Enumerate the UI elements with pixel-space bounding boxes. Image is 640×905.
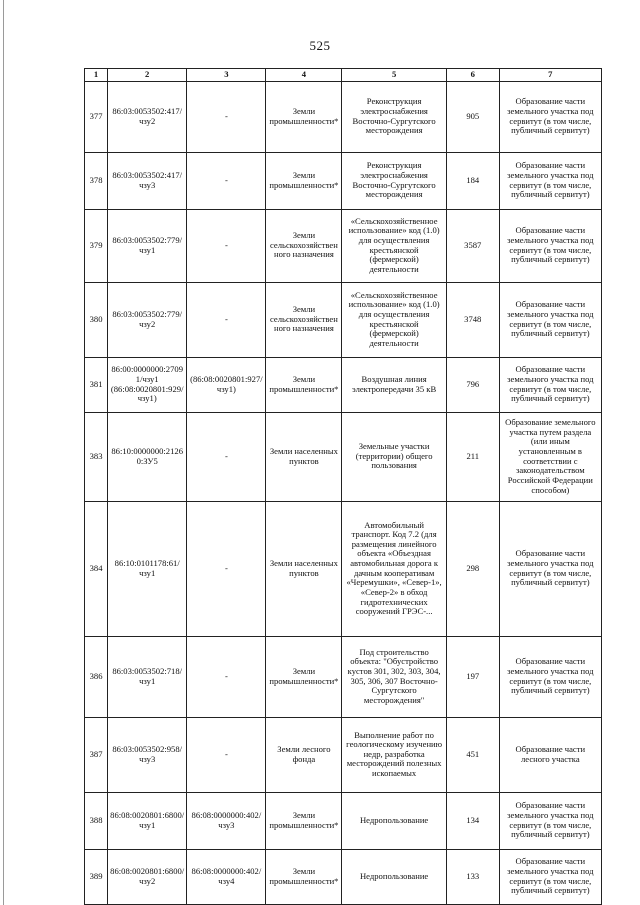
- table-row: [85, 501, 602, 636]
- land-category-cell: Земли населенных пунктов: [266, 501, 342, 636]
- permitted-use-cell: Реконструкция электроснабжения Восточно-Сургутского месторождения: [342, 152, 447, 209]
- permitted-use-cell: Выполнение работ по геологическому изучению недр, разработка месторождений полезных ископаемых: [342, 717, 447, 792]
- table-row: [85, 357, 602, 412]
- reference-number-cell: -: [187, 636, 266, 717]
- land-category-cell: Земли населенных пунктов: [266, 412, 342, 501]
- area-cell: 796: [446, 357, 499, 412]
- land-plots-table: [84, 68, 602, 905]
- cadastral-number-cell: 86:08:0020801:6800/чзу2: [108, 849, 187, 904]
- reference-number-cell: (86:08:0020801:927/чзу1): [187, 357, 266, 412]
- purpose-cell: Образование части лесного участка: [499, 717, 601, 792]
- reference-number-cell: 86:08:0000000:402/чзу4: [187, 849, 266, 904]
- purpose-cell: Образование части земельного участка под сервитут (в том числе, публичный сервитут): [499, 849, 601, 904]
- area-cell: 451: [446, 717, 499, 792]
- purpose-cell: Образование части земельного участка под сервитут (в том числе, публичный сервитут): [499, 282, 601, 357]
- cadastral-number-cell: 86:03:0053502:417/чзу2: [108, 81, 187, 152]
- reference-number-cell: -: [187, 501, 266, 636]
- table-row: [85, 412, 602, 501]
- row-number-cell: 381: [85, 357, 108, 412]
- reference-number-cell: -: [187, 152, 266, 209]
- land-category-cell: Земли промышленности*: [266, 357, 342, 412]
- land-category-cell: Земли лесного фонда: [266, 717, 342, 792]
- row-number-cell: 377: [85, 81, 108, 152]
- land-category-cell: Земли промышленности*: [266, 152, 342, 209]
- row-number-cell: 386: [85, 636, 108, 717]
- purpose-cell: Образование части земельного участка под сервитут (в том числе, публичный сервитут): [499, 357, 601, 412]
- reference-number-cell: -: [187, 717, 266, 792]
- permitted-use-cell: Недропользование: [342, 849, 447, 904]
- cadastral-number-cell: 86:03:0053502:779/чзу2: [108, 282, 187, 357]
- area-cell: 134: [446, 792, 499, 849]
- area-cell: 184: [446, 152, 499, 209]
- column-header: 3: [187, 69, 266, 82]
- row-number-cell: 388: [85, 792, 108, 849]
- cadastral-number-cell: 86:10:0000000:21260:ЗУ5: [108, 412, 187, 501]
- table-row: [85, 636, 602, 717]
- reference-number-cell: -: [187, 282, 266, 357]
- table-row: [85, 849, 602, 904]
- column-header: 5: [342, 69, 447, 82]
- column-header: 6: [446, 69, 499, 82]
- land-category-cell: Земли сельскохозяйственного назначения: [266, 209, 342, 282]
- purpose-cell: Образование части земельного участка под сервитут (в том числе, публичный сервитут): [499, 209, 601, 282]
- cadastral-number-cell: 86:03:0053502:958/чзу3: [108, 717, 187, 792]
- cadastral-number-cell: 86:08:0020801:6800/чзу1: [108, 792, 187, 849]
- reference-number-cell: -: [187, 209, 266, 282]
- purpose-cell: Образование части земельного участка под сервитут (в том числе, публичный сервитут): [499, 501, 601, 636]
- row-number-cell: 383: [85, 412, 108, 501]
- area-cell: 3587: [446, 209, 499, 282]
- row-number-cell: 380: [85, 282, 108, 357]
- cadastral-number-cell: 86:03:0053502:718/чзу1: [108, 636, 187, 717]
- land-category-cell: Земли промышленности*: [266, 792, 342, 849]
- table-row: [85, 717, 602, 792]
- purpose-cell: Образование земельного участка путем раздела (или иным установленным в соответствии с законодательством Российской Федерации способом): [499, 412, 601, 501]
- permitted-use-cell: Автомобильный транспорт. Код 7.2 (для размещения линейного объекта «Объездная автомобильная дорога к дачным кооперативам «Черемушки», «Север-1», «Север-2» в обход гидротехнических сооружений ГРЭС-...: [342, 501, 447, 636]
- reference-number-cell: 86:08:0000000:402/чзу3: [187, 792, 266, 849]
- scan-edge-line: [3, 0, 4, 905]
- purpose-cell: Образование части земельного участка под сервитут (в том числе, публичный сервитут): [499, 152, 601, 209]
- row-number-cell: 387: [85, 717, 108, 792]
- land-category-cell: Земли промышленности*: [266, 636, 342, 717]
- cadastral-number-cell: 86:03:0053502:779/чзу1: [108, 209, 187, 282]
- permitted-use-cell: Реконструкция электроснабжения Восточно-Сургутского месторождения: [342, 81, 447, 152]
- row-number-cell: 384: [85, 501, 108, 636]
- cadastral-number-cell: 86:03:0053502:417/чзу3: [108, 152, 187, 209]
- area-cell: 298: [446, 501, 499, 636]
- land-category-cell: Земли сельскохозяйственного назначения: [266, 282, 342, 357]
- area-cell: 905: [446, 81, 499, 152]
- row-number-cell: 379: [85, 209, 108, 282]
- table-row: [85, 152, 602, 209]
- row-number-cell: 378: [85, 152, 108, 209]
- permitted-use-cell: Недропользование: [342, 792, 447, 849]
- purpose-cell: Образование части земельного участка под сервитут (в том числе, публичный сервитут): [499, 636, 601, 717]
- page-number: 525: [309, 38, 331, 53]
- table-row: [85, 282, 602, 357]
- table-row: [85, 792, 602, 849]
- column-header: 4: [266, 69, 342, 82]
- column-header: 7: [499, 69, 601, 82]
- cadastral-number-cell: 86:10:0101178:61/чзу1: [108, 501, 187, 636]
- reference-number-cell: -: [187, 412, 266, 501]
- permitted-use-cell: Воздушная линия электропередачи 35 кВ: [342, 357, 447, 412]
- table-body: [85, 69, 602, 905]
- row-number-cell: 389: [85, 849, 108, 904]
- purpose-cell: Образование части земельного участка под сервитут (в том числе, публичный сервитут): [499, 792, 601, 849]
- permitted-use-cell: «Сельскохозяйственное использование» код (1.0) для осуществления крестьянской (фермерской) деятельности: [342, 282, 447, 357]
- table-row: [85, 209, 602, 282]
- table-row: [85, 81, 602, 152]
- permitted-use-cell: Под строительство объекта: "Обустройство кустов 301, 302, 303, 304, 305, 306, 307 Восточно-Сургутского месторождения": [342, 636, 447, 717]
- area-cell: 3748: [446, 282, 499, 357]
- column-header: 2: [108, 69, 187, 82]
- area-cell: 197: [446, 636, 499, 717]
- column-header: 1: [85, 69, 108, 82]
- reference-number-cell: -: [187, 81, 266, 152]
- permitted-use-cell: Земельные участки (территории) общего пользования: [342, 412, 447, 501]
- table-header-row: [85, 69, 602, 82]
- land-category-cell: Земли промышленности*: [266, 81, 342, 152]
- purpose-cell: Образование части земельного участка под сервитут (в том числе, публичный сервитут): [499, 81, 601, 152]
- land-category-cell: Земли промышленности*: [266, 849, 342, 904]
- area-cell: 133: [446, 849, 499, 904]
- area-cell: 211: [446, 412, 499, 501]
- permitted-use-cell: «Сельскохозяйственное использование» код (1.0) для осуществления крестьянской (фермерской) деятельности: [342, 209, 447, 282]
- cadastral-number-cell: 86:00:0000000:27091/чзу1 (86:08:0020801:929/чзу1): [108, 357, 187, 412]
